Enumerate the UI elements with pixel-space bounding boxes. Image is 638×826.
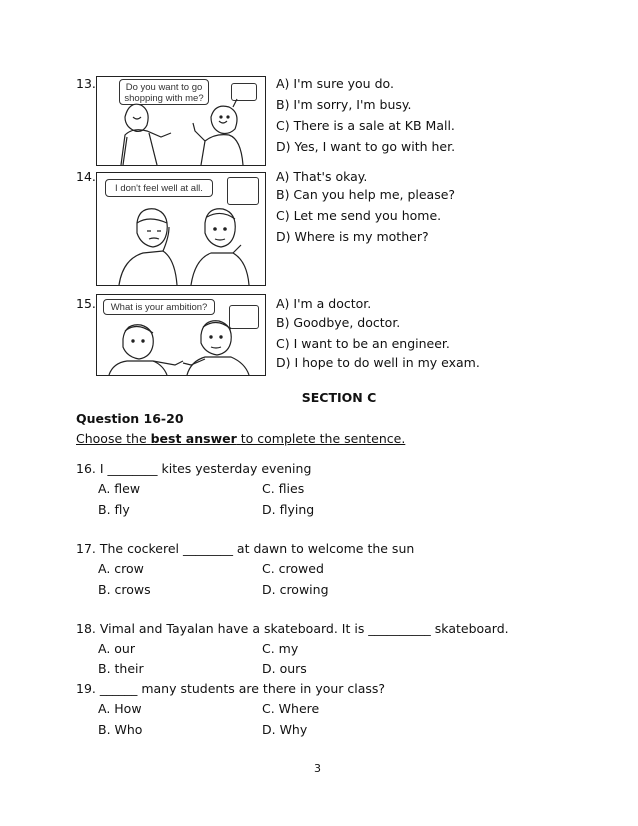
question-16-option-b[interactable]: B. fly bbox=[98, 502, 130, 517]
question-14-number: 14. bbox=[76, 169, 96, 184]
question-18-option-a[interactable]: A. our bbox=[98, 641, 135, 656]
question-17-stem: 17. The cockerel ________ at dawn to welcome the sun bbox=[76, 541, 415, 556]
question-15-option-b[interactable]: B) Goodbye, doctor. bbox=[276, 315, 401, 330]
question-15-picture bbox=[96, 294, 266, 376]
speech-bubble: What is your ambition? bbox=[103, 299, 215, 315]
question-14-option-c[interactable]: C) Let me send you home. bbox=[276, 208, 442, 223]
page-number: 3 bbox=[314, 762, 321, 775]
question-19-option-d[interactable]: D. Why bbox=[262, 722, 308, 737]
question-range-heading: Question 16-20 bbox=[76, 411, 184, 426]
instruction-text-end: to complete the sentence. bbox=[236, 431, 406, 446]
question-13-option-d[interactable]: D) Yes, I want to go with her. bbox=[276, 139, 456, 154]
question-13-picture bbox=[96, 76, 266, 166]
question-18-option-d[interactable]: D. ours bbox=[262, 661, 307, 676]
question-16-option-a[interactable]: A. flew bbox=[98, 481, 141, 496]
question-18-option-c[interactable]: C. my bbox=[262, 641, 299, 656]
question-18-option-b[interactable]: B. their bbox=[98, 661, 144, 676]
boys-talking-illustration bbox=[97, 295, 265, 375]
question-13-option-c[interactable]: C) There is a sale at KB Mall. bbox=[276, 118, 455, 133]
question-14-picture bbox=[96, 172, 266, 286]
question-15-option-c[interactable]: C) I want to be an engineer. bbox=[276, 336, 450, 351]
question-14-option-d[interactable]: D) Where is my mother? bbox=[276, 229, 429, 244]
question-16-option-d[interactable]: D. flying bbox=[262, 502, 315, 517]
question-15-option-a[interactable]: A) I'm a doctor. bbox=[276, 296, 372, 311]
section-title: SECTION C bbox=[301, 390, 377, 405]
question-19-option-c[interactable]: C. Where bbox=[262, 701, 320, 716]
question-17-option-a[interactable]: A. crow bbox=[98, 561, 144, 576]
women-talking-illustration bbox=[97, 77, 265, 165]
question-18-stem: 18. Vimal and Tayalan have a skateboard. It is __________ skateboard. bbox=[76, 621, 509, 636]
question-19-stem: 19. ______ many students are there in your class? bbox=[76, 681, 386, 696]
question-15-option-d[interactable]: D) I hope to do well in my exam. bbox=[276, 355, 480, 370]
speech-bubble: I don't feel well at all. bbox=[105, 179, 213, 197]
question-16-option-c[interactable]: C. flies bbox=[262, 481, 305, 496]
question-15-number: 15. bbox=[76, 296, 96, 311]
speech-bubble: Do you want to go shopping with me? bbox=[119, 79, 209, 105]
instruction-emphasis: best answer bbox=[150, 431, 237, 446]
question-13-option-b[interactable]: B) I'm sorry, I'm busy. bbox=[276, 97, 412, 112]
boys-talking-illustration bbox=[97, 173, 265, 285]
question-19-option-a[interactable]: A. How bbox=[98, 701, 142, 716]
question-16-stem: 16. I ________ kites yesterday evening bbox=[76, 461, 312, 476]
question-19-option-b[interactable]: B. Who bbox=[98, 722, 143, 737]
question-14-option-b[interactable]: B) Can you help me, please? bbox=[276, 187, 456, 202]
question-13-option-a[interactable]: A) I'm sure you do. bbox=[276, 76, 394, 91]
question-13-number: 13. bbox=[76, 76, 96, 91]
section-instruction bbox=[76, 431, 405, 447]
question-17-option-c[interactable]: C. crowed bbox=[262, 561, 324, 576]
question-17-option-b[interactable]: B. crows bbox=[98, 582, 151, 597]
instruction-text-start: Choose the bbox=[76, 431, 151, 446]
question-14-option-a[interactable]: A) That's okay. bbox=[276, 169, 368, 184]
question-17-option-d[interactable]: D. crowing bbox=[262, 582, 329, 597]
